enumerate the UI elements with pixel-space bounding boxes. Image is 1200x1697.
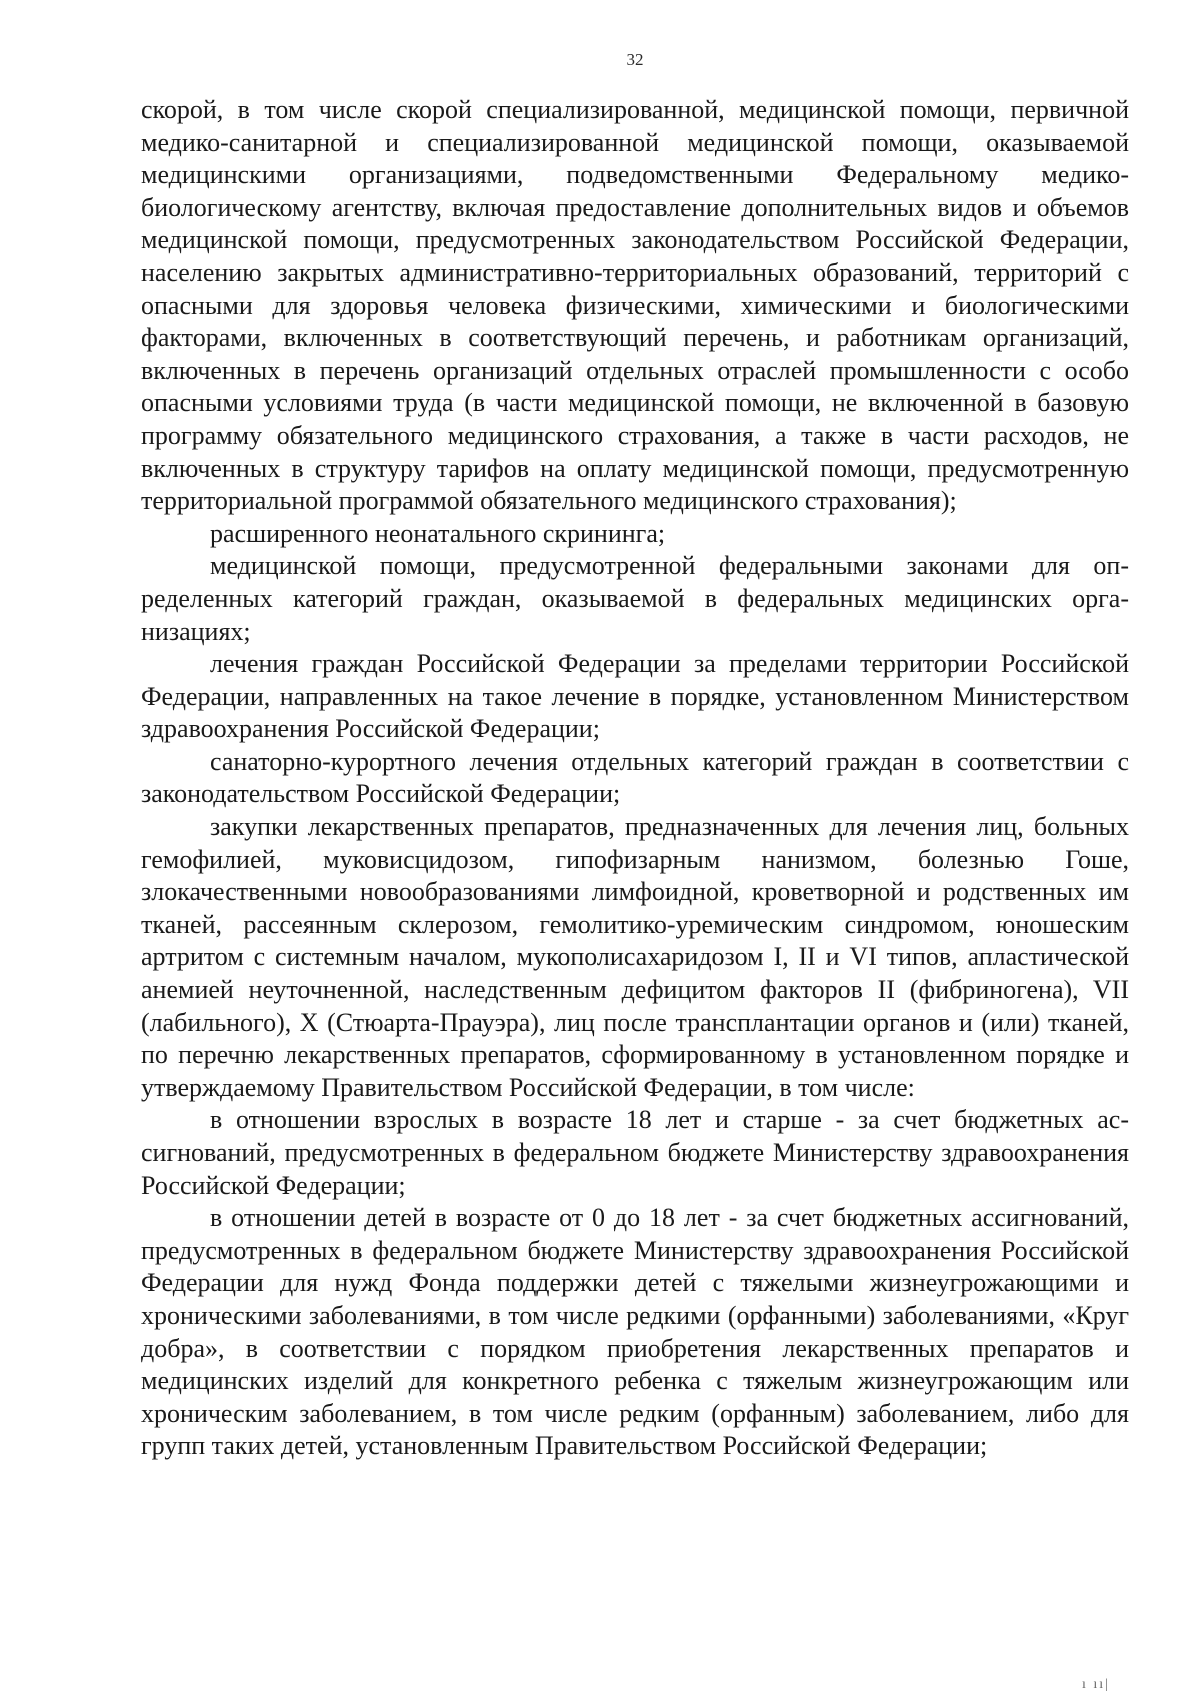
- paragraph-6: закупки лекарственных препаратов, предназначенных для лечения лиц, больных гемофилией, муковисцидозом, гипофизарным нанизмом, болезнью Гоше, злокачественными новообразованиями лимфоидной, кроветворной и родственных им тканей, рассеянным склерозом, гемолитико-уремическим синдромом, юношеским артритом с системным началом, мукополисахаридозом I, II и VI типов, апластической анемией неуточненной, наследственным дефицитом факторов II (фибриногена), VII (лабильного), X (Стюарта-Прауэра), лиц после трансплантации органов и (или) тканей, по перечню лекарственных препаратов, сформированному в установленном порядке и утверждаемому Правительством Российской Федерации, в том числе:: [141, 812, 1129, 1102]
- paragraph-1: скорой, в том числе скорой специализированной, медицинской помощи, первичной медико-санитарной и специализированной медицинской помощи, оказываемой медицинскими организациями, подведомственными Федеральному медико-биологическому агентству, включая предоставление дополнительных видов и объемов медицинской помощи, предусмотренных законодательством Российской Федерации, населению закрытых административно-территориальных образований, территорий с опасными для здоровья человека физическими, химическими и биологическими факторами, включенных в соответствующий перечень, и работникам организаций, включенных в перечень организаций отдельных отраслей промышленности с особо опасными условиями труда (в части медицинской помощи, не включенной в базовую программу обязательного медицинского страхования, а также в части расходов, не включенных в структуру тарифов на оплату медицинской помощи, предусмотренную территориальной программой обязательного медицинского страхования);: [141, 95, 1129, 516]
- scan-mark: ı ıı|: [1082, 1677, 1110, 1692]
- paragraph-4: лечения граждан Российской Федерации за пределами территории Российской Федерации, направленных на такое лечение в порядке, установленном Министерством здравоохранения Российской Федерации;: [141, 649, 1129, 744]
- paragraph-2: расширенного неонатального скрининга;: [210, 518, 666, 548]
- page-number: 32: [626, 50, 644, 69]
- paragraph-5: санаторно-курортного лечения отдельных категорий граждан в соответствии с законодательством Российской Федерации;: [141, 746, 1129, 809]
- paragraph-8: в отношении детей в возрасте от 0 до 18 лет - за счет бюджетных ассигнований, предусмотренных в федеральном бюджете Министерству здравоохранения Российской Федерации для нужд Фонда поддержки детей с тяжелыми жизнеугрожающими и хроническими заболеваниями, в том числе редкими (орфанными) заболеваниями, «Круг добра», в соответствии с порядком приобретения лекарственных препаратов и медицинских изделий для конкретного ребенка с тяжелым жизнеугрожающим или хроническим заболеванием, в том числе редким (орфанным) заболеванием, либо для групп таких детей, установленным Правительством Российской Федерации;: [141, 1203, 1129, 1461]
- paragraph-3: медицинской помощи, предусмотренной федеральными законами для определенных категорий граждан, оказываемой в федеральных медицинских организациях;: [141, 551, 1129, 646]
- paragraph-7: в отношении взрослых в возрасте 18 лет и старше - за счет бюджетных ассигнований, предусмотренных в федеральном бюджете Министерству здравоохранения Российской Федерации;: [141, 1105, 1129, 1200]
- document-body: [141, 94, 1129, 1463]
